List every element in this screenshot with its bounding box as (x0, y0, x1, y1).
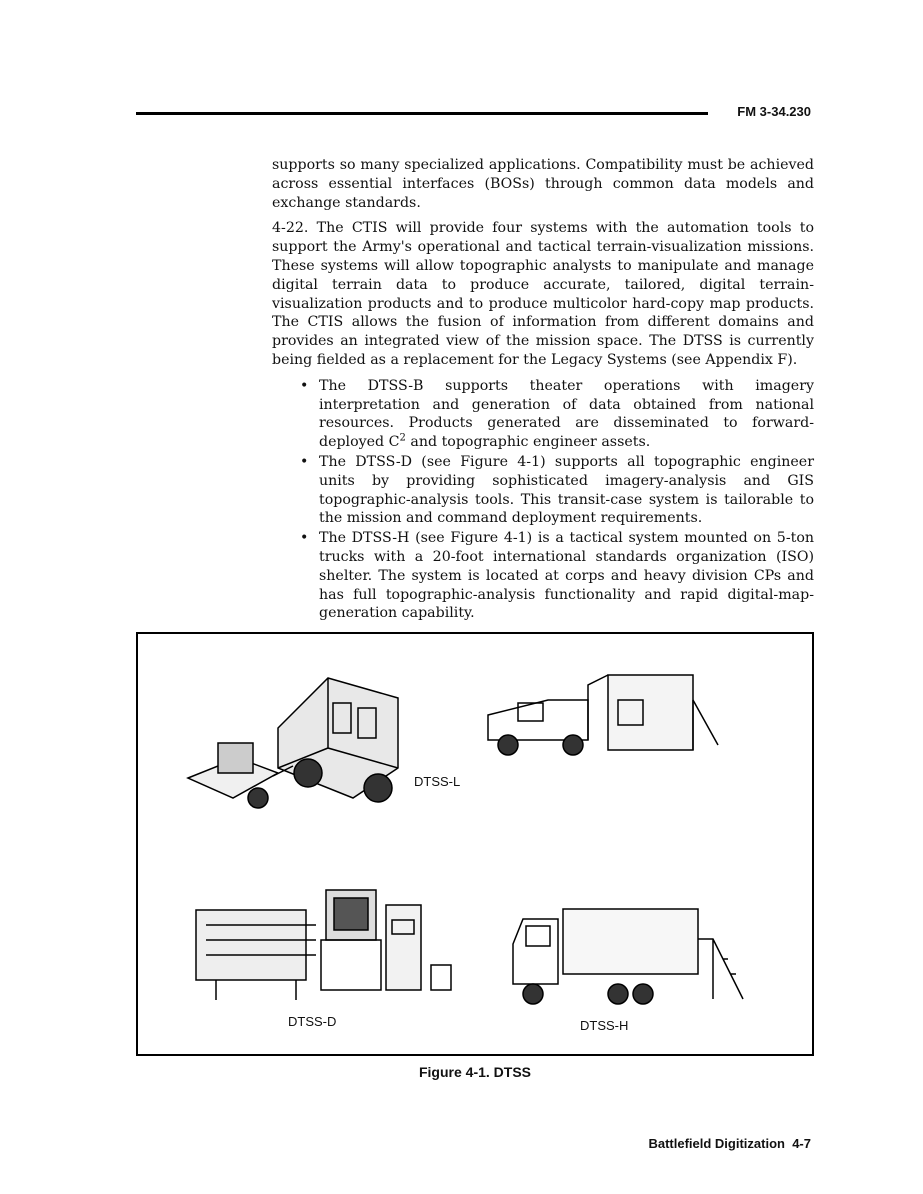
figure-frame (136, 632, 814, 1056)
dtss-l-label: DTSS-L (414, 774, 461, 789)
bullet-text: The DTSS-H (see Figure 4-1) is a tactical system mounted on 5-ton trucks with a 20-foot international standards organization (ISO) shelter. The system is located at corps and heavy division CPs and has full topographic-analysis functionality and rapid digital-map-generation capability. (319, 530, 814, 622)
dtss-l-illustration (178, 658, 418, 838)
dtss-d-illustration (186, 880, 466, 1010)
bullet-dtss-h (272, 529, 814, 623)
bullet-list (272, 377, 814, 623)
dtss-h-illustration (508, 904, 758, 1014)
running-footer (648, 1136, 811, 1151)
bullet-dtss-b (272, 377, 814, 452)
paragraph-4-22: 4-22. The CTIS will provide four systems with the automation tools to support the Army's operational and tactical terrain-visualization missions. These systems will allow topographic analysts to manipulate and manage digital terrain data to produce accurate, tailored, digital terrain-visualization products and to produce multicolor hard-copy map products. The CTIS allows the fusion of information from different domains and provides an integrated view of the mission space. The DTSS is currently being fielded as a replacement for the Legacy Systems (see Appendix F). (272, 220, 814, 368)
dtss-top-right-illustration (478, 670, 758, 760)
bullet-icon: • (300, 453, 309, 470)
dtss-d-label: DTSS-D (288, 1014, 337, 1029)
figure-caption: Figure 4-1. DTSS (418, 1064, 532, 1080)
bullet-dtss-d (272, 453, 814, 528)
footer-section: Battlefield Digitization (648, 1136, 785, 1151)
bullet-icon: • (300, 377, 309, 394)
footer-page-number: 4-7 (792, 1136, 811, 1151)
paragraph-continuation: supports so many specialized applications. Compatibility must be achieved across essential interfaces (BOSs) through common data models and exchange standards. (272, 157, 814, 211)
header-rule (136, 112, 708, 115)
body-text (272, 156, 814, 624)
bullet-text-post: and topographic engineer assets. (405, 434, 651, 451)
bullet-icon: • (300, 530, 309, 547)
bullet-text-pre: The DTSS-B supports theater operations with imagery interpretation and generation of data obtained from national resources. Products generated are disseminated to forward-deployed C (319, 377, 814, 451)
superscript: 2 (399, 432, 406, 444)
running-header: FM 3-34.230 (737, 104, 811, 119)
bullet-text: The DTSS-D (see Figure 4-1) supports all topographic engineer units by providing sophisticated imagery-analysis and GIS topographic-analysis tools. This transit-case system is tailorable to the mission and command deployment requirements. (319, 453, 814, 527)
dtss-h-label: DTSS-H (580, 1018, 629, 1033)
